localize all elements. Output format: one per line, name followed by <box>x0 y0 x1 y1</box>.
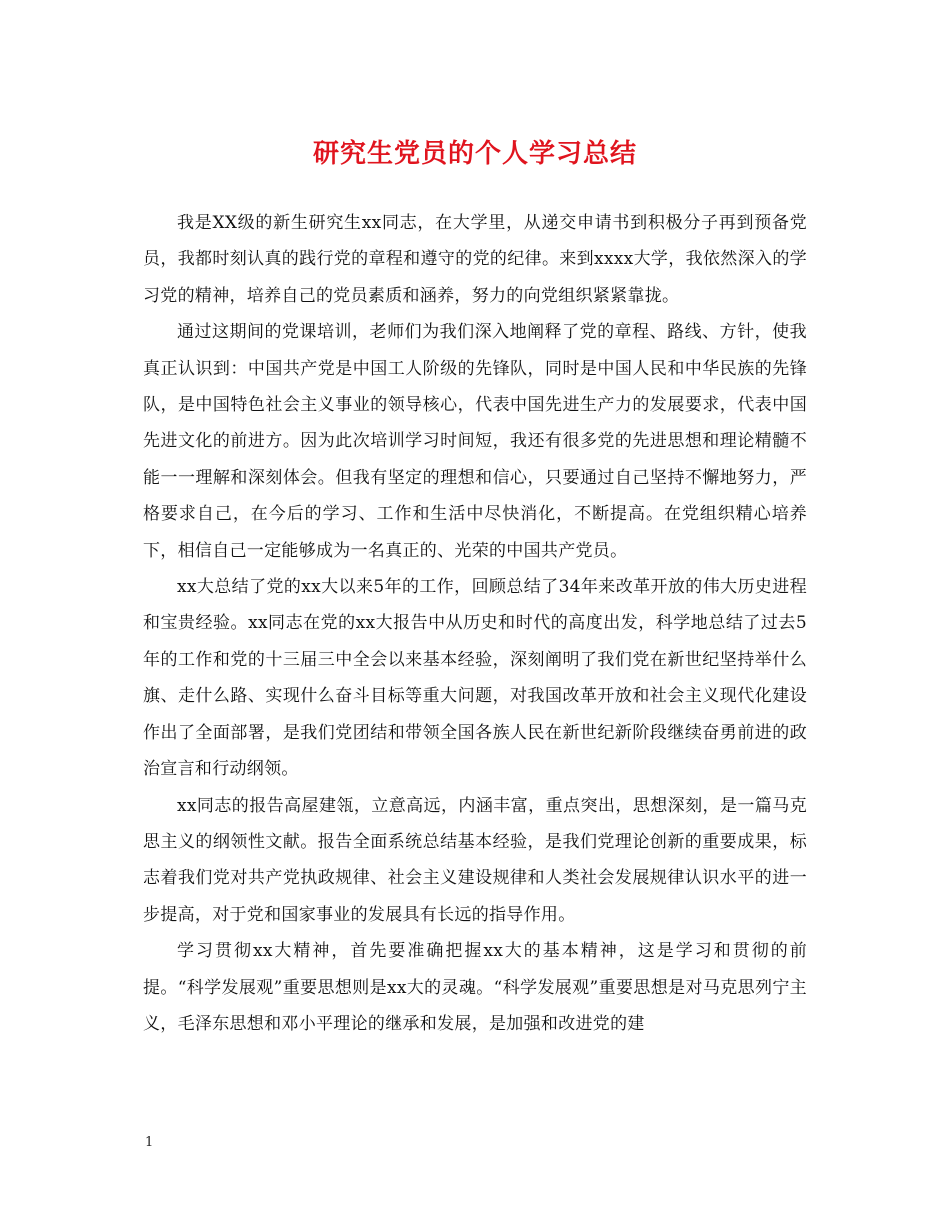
paragraph-5: 学习贯彻xx大精神，首先要准确把握xx大的基本精神，这是学习和贯彻的前提。“科学发展观”重要思想则是xx大的灵魂。“科学发展观”重要思想是对马克思列宁主义，毛泽东思想和邓小平理论的继承和发展，是加强和改进党的建 <box>143 941 807 1034</box>
paragraph-3: xx大总结了党的xx大以来5年的工作，回顾总结了34年来改革开放的伟大历史进程和宝贵经验。xx同志在党的xx大报告中从历史和时代的高度出发，科学地总结了过去5年的工作和党的十三届三中全会以来基本经验，深刻阐明了我们党在新世纪坚持举什么旗、走什么路、实现什么奋斗目标等重大问题，对我国改革开放和社会主义现代化建设作出了全面部署，是我们党团结和带领全国各族人民在新世纪新阶段继续奋勇前进的政治宣言和行动纲领。 <box>143 577 807 780</box>
paragraph-1: 我是XX级的新生研究生xx同志，在大学里，从递交申请书到积极分子再到预备党员，我都时刻认真的践行党的章程和遵守的党的纪律。来到xxxx大学，我依然深入的学习党的精神，培养自己的党员素质和涵养，努力的向党组织紧紧靠拢。 <box>143 213 807 306</box>
paragraph-4: xx同志的报告高屋建瓴，立意高远，内涵丰富，重点突出，思想深刻，是一篇马克思主义的纲领性文献。报告全面系统总结基本经验，是我们党理论创新的重要成果，标志着我们党对共产党执政规律、社会主义建设规律和人类社会发展规律认识水平的进一步提高，对于党和国家事业的发展具有长远的指导作用。 <box>143 795 807 925</box>
document-body <box>143 205 807 1042</box>
paragraph-2: 通过这期间的党课培训，老师们为我们深入地阐释了党的章程、路线、方针，使我真正认识到：中国共产党是中国工人阶级的先锋队，同时是中国人民和中华民族的先锋队，是中国特色社会主义事业的领导核心，代表中国先进生产力的发展要求，代表中国先进文化的前进方。因为此次培训学习时间短，我还有很多党的先进思想和理论精髓不能一一理解和深刻体会。但我有坚定的理想和信心，只要通过自己坚持不懈地努力，严格要求自己，在今后的学习、工作和生活中尽快消化，不断提高。在党组织精心培养下，相信自己一定能够成为一名真正的、光荣的中国共产党员。 <box>143 322 807 561</box>
document-title: 研究生党员的个人学习总结 <box>312 139 637 169</box>
page-number: 1 <box>145 1135 154 1150</box>
